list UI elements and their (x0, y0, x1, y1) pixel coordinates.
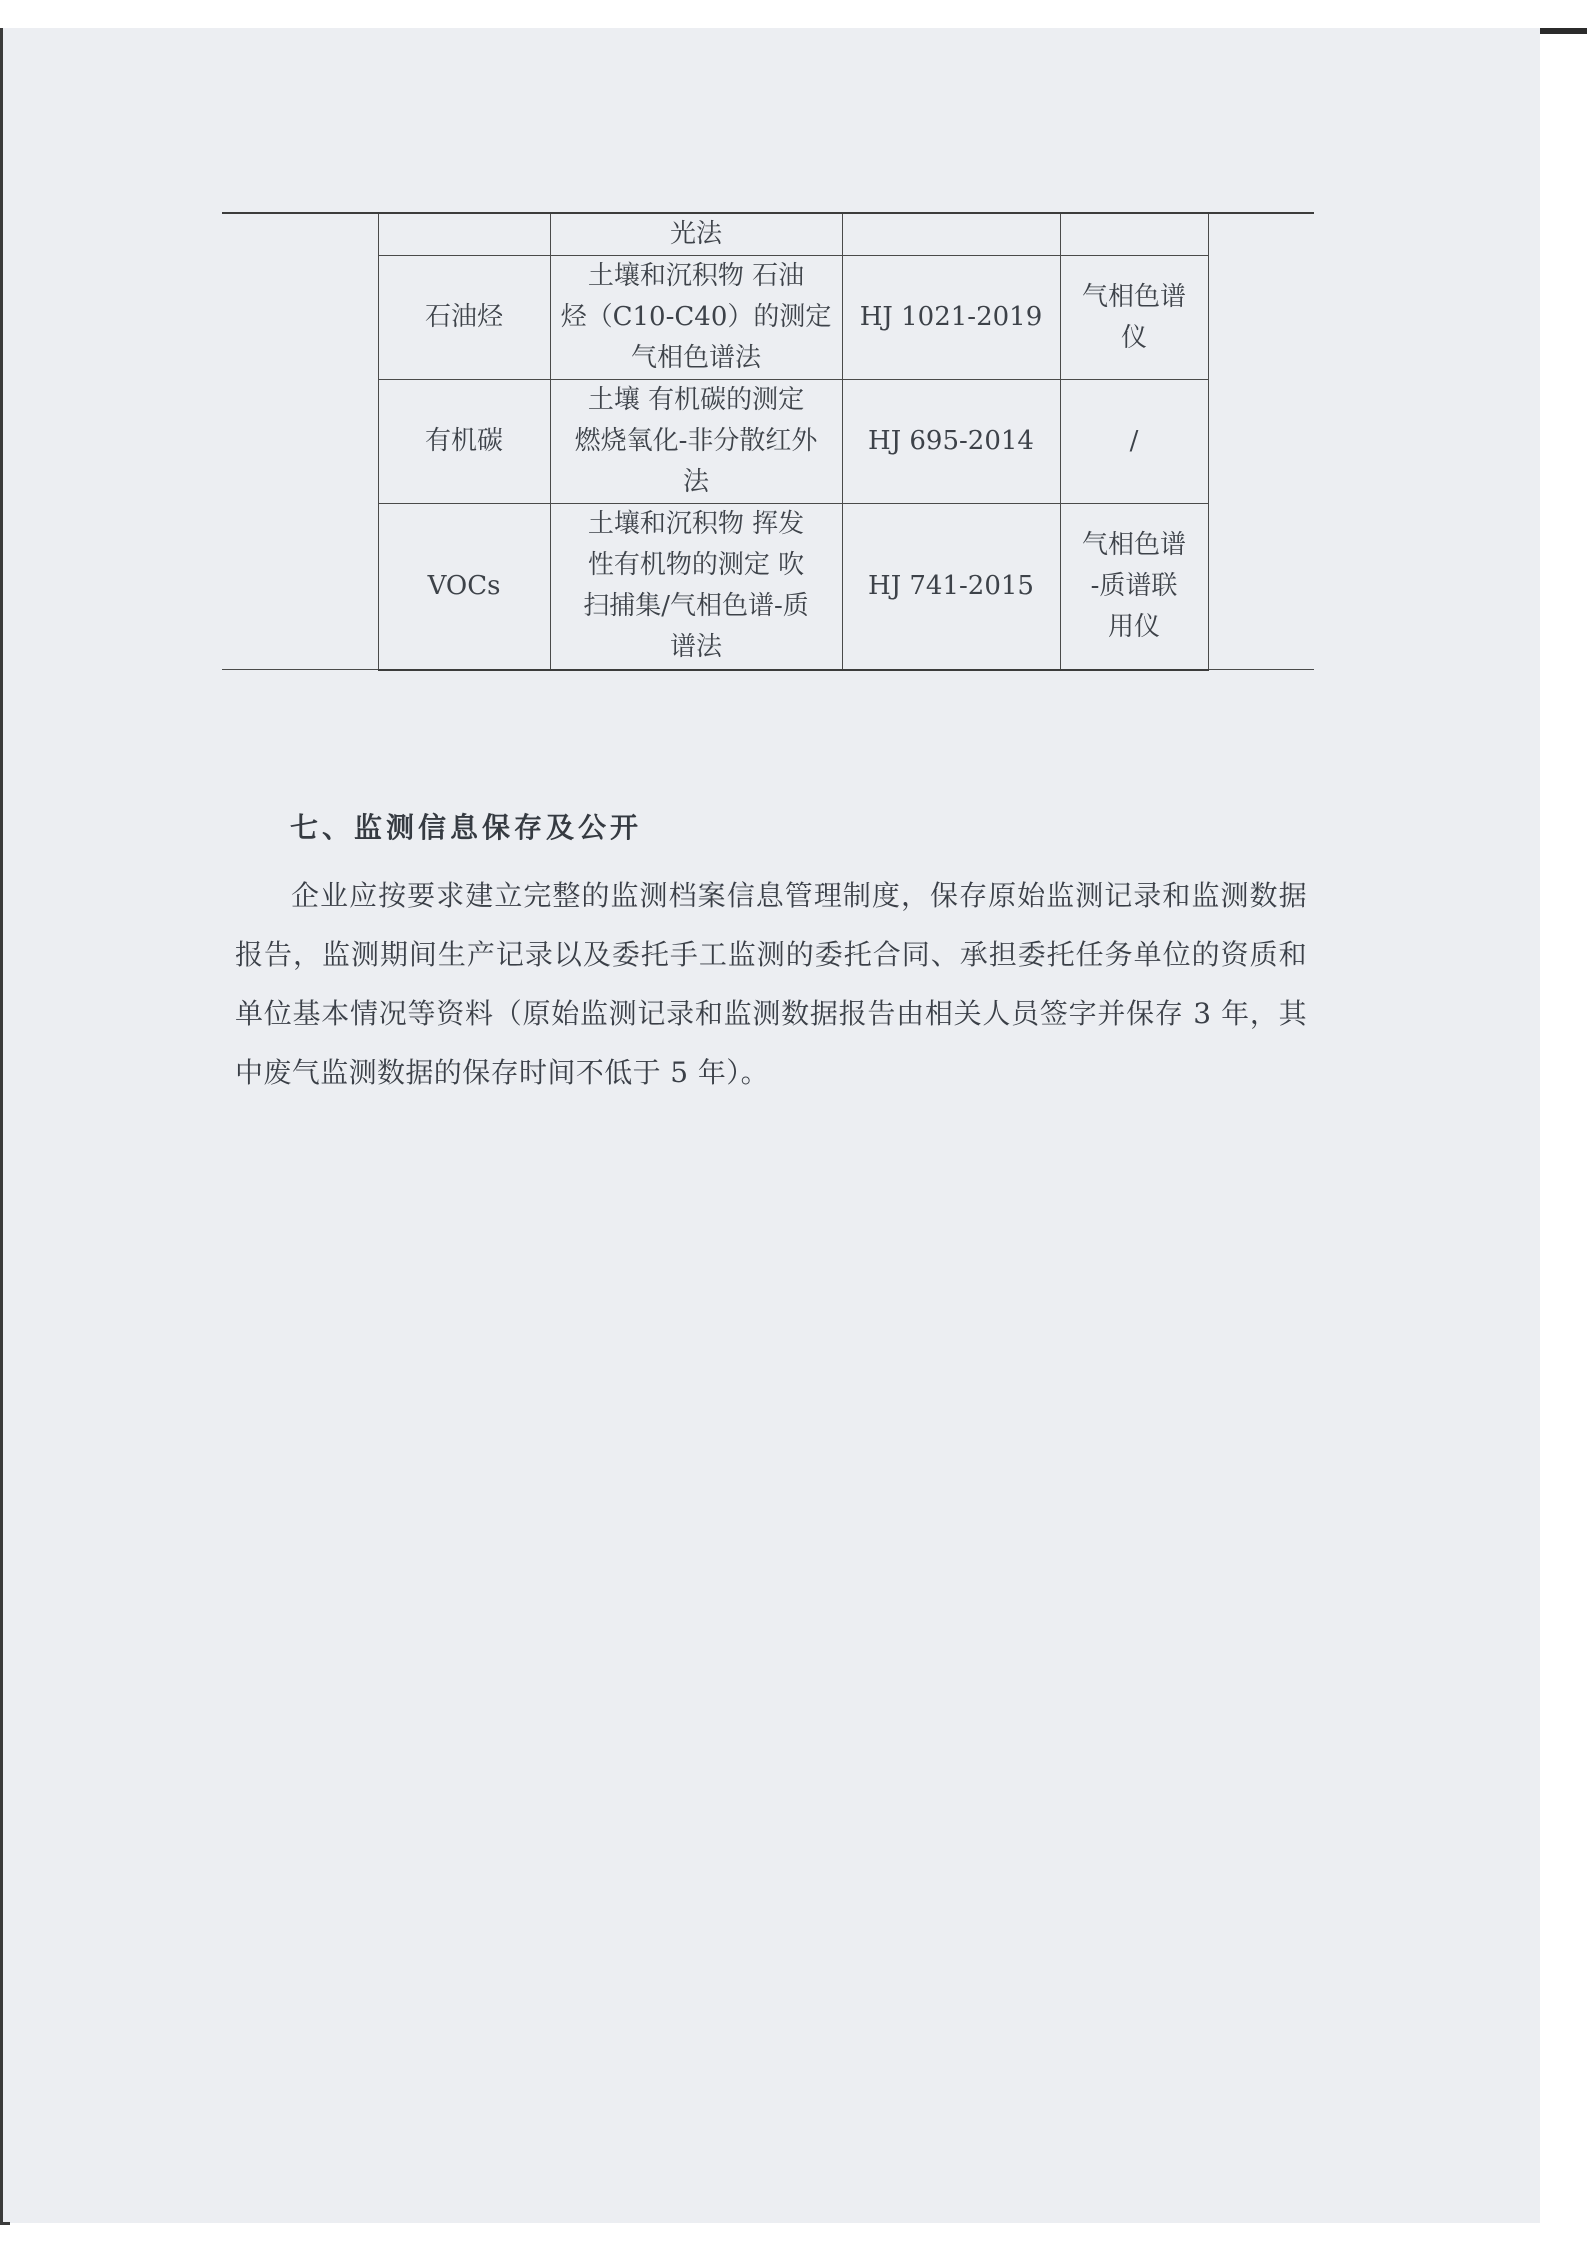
instrument-line: 气相色谱 (1081, 529, 1186, 560)
method-line: 性有机物的测定 吹 (587, 550, 805, 581)
table-row (222, 256, 1314, 380)
blank-trailing-cell (1208, 213, 1314, 670)
standard-cell (842, 213, 1060, 256)
instrument-line: 用仪 (1107, 611, 1160, 642)
scan-margin-right (1540, 34, 1587, 2245)
item-cell: VOCs (378, 504, 550, 670)
instrument-line: / (1129, 426, 1139, 456)
method-line: 烃（C10-C40）的测定 (560, 302, 832, 332)
standard-cell: HJ 695-2014 (842, 380, 1060, 504)
item-cell: 石油烃 (378, 256, 550, 380)
method-line: 土壤和沉积物 石油 (587, 261, 805, 291)
instrument-line: -质谱联 (1090, 570, 1178, 601)
method-cell (550, 256, 842, 380)
table-row (222, 380, 1314, 504)
instrument-line: 仪 (1120, 322, 1147, 353)
instrument-cell (1060, 213, 1208, 256)
table-body (222, 213, 1314, 670)
method-cell (550, 504, 842, 670)
instrument-cell (1060, 504, 1208, 670)
standard-cell: HJ 741-2015 (842, 504, 1060, 670)
instrument-cell (1060, 380, 1208, 504)
method-line: 扫捕集/气相色谱-质 (583, 591, 809, 622)
standard-cell: HJ 1021-2019 (842, 256, 1060, 380)
item-cell (378, 213, 550, 256)
monitoring-methods-table (222, 212, 1314, 671)
instrument-cell (1060, 256, 1208, 380)
method-cell (550, 213, 842, 256)
section-heading: 七、监测信息保存及公开 (290, 811, 643, 844)
item-cell: 有机碳 (378, 380, 550, 504)
table-row (222, 213, 1314, 256)
scan-edge-mark (1540, 28, 1587, 34)
method-line: 土壤和沉积物 挥发 (587, 509, 805, 540)
method-cell (550, 380, 842, 504)
method-line: 法 (682, 467, 709, 497)
scan-edge-bottom-mark (0, 2222, 10, 2225)
method-line: 燃烧氧化-非分散红外 (574, 426, 818, 456)
method-line: 光法 (669, 219, 722, 249)
scan-edge-left (0, 28, 3, 2223)
method-line: 土壤 有机碳的测定 (587, 385, 805, 415)
method-line: 气相色谱法 (630, 343, 761, 373)
method-line: 谱法 (669, 632, 722, 663)
table-row (222, 504, 1314, 670)
section-paragraph: 企业应按要求建立完整的监测档案信息管理制度，保存原始监测记录和监测数据报告，监测期间生产记录以及委托手工监测的委托合同、承担委托任务单位的资质和单位基本情况等资料（原始监测记录和监测数据报告由相关人员签字并保存 3 年，其中废气监测数据的保存时间不低于 5 年）。 (235, 879, 1307, 1089)
instrument-line: 气相色谱 (1081, 281, 1186, 312)
blank-group-cell (222, 213, 378, 670)
